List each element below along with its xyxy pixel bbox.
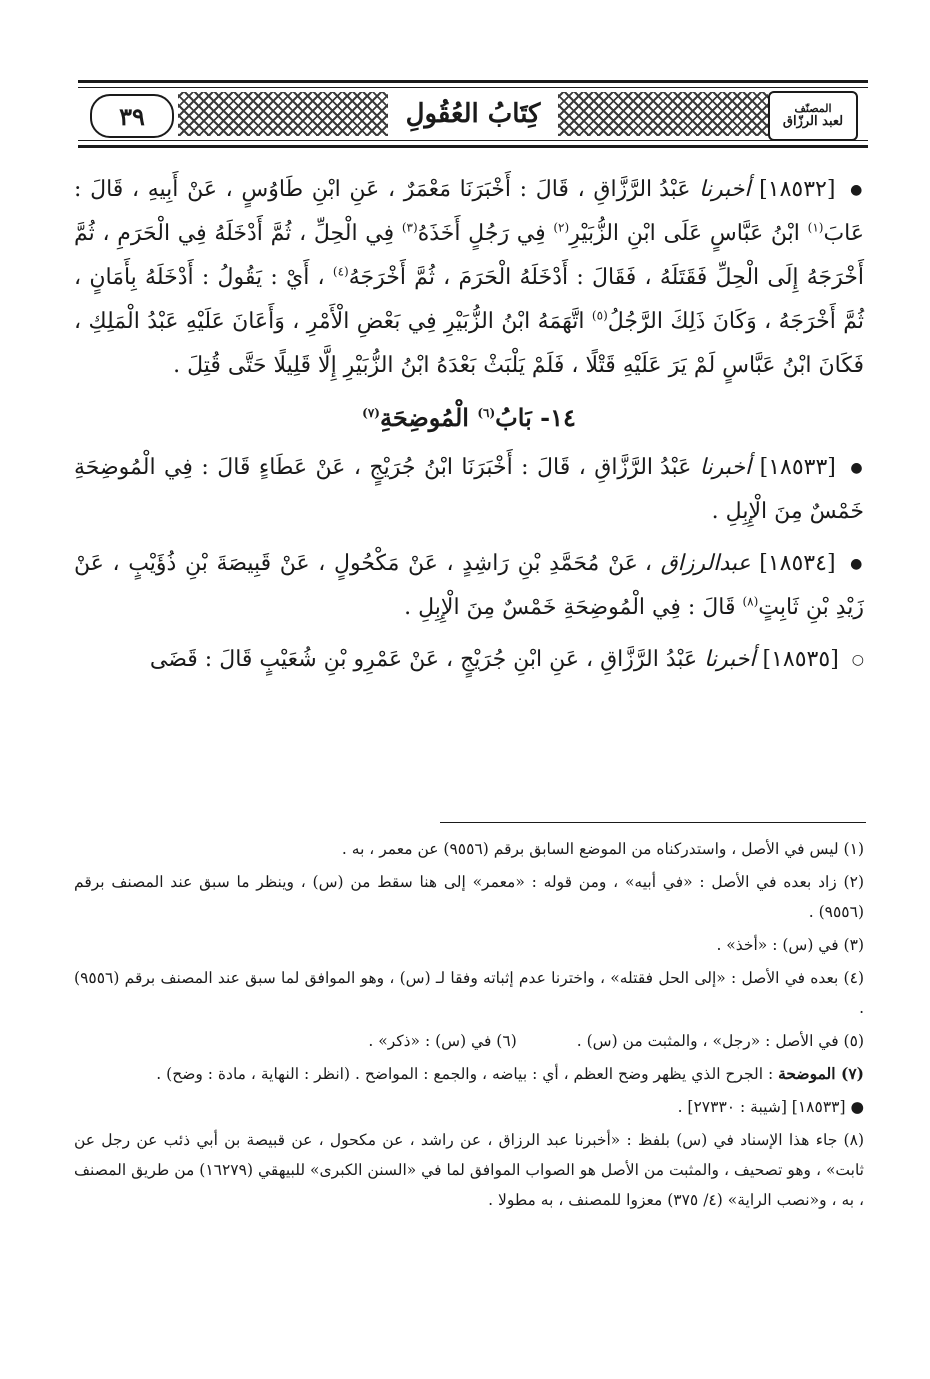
footnote-ref-2: (٢)	[553, 220, 570, 235]
hadith-18533	[74, 446, 864, 534]
footnote-ref-1: (١)	[807, 220, 824, 235]
entry-marker: ●	[850, 460, 865, 476]
hadith-lead: أخبرنا	[704, 647, 756, 672]
hadith-lead: أخبرنا	[699, 177, 751, 202]
seal-top-text: المصنّف	[794, 102, 832, 116]
hadith-18534	[74, 542, 864, 630]
hadith-text: فِي رَجُلٍ أَخَذَهُ	[417, 221, 546, 246]
entry-marker: ○	[851, 652, 864, 668]
footnote-8: (٨) جاء هذا الإسناد في (س) بلفظ : «أخبرنا عبد الرزاق ، عن راشد ، عن مكحول ، عن قبيصة بن أبي ذئب عن رجل عن ثابت» ، وهو تصحيف ، والمثبت من الأصل هو الصواب الموافق لما في «السنن الكبرى» للبيهقي (١٦٢٧٩) من طريق المصنف ، به ، و«نصب الراية» (٤/ ٣٧٥) معزوا للمصنف ، به مطولا .	[74, 1131, 864, 1209]
footnote-ref-5: (٥)	[591, 308, 608, 323]
hadith-number: [١٨٥٣٢]	[759, 177, 836, 202]
entry-marker: ●	[850, 182, 865, 198]
footnote-4: (٤) بعده في الأصل : «إلى الحل فقتله» ، واخترنا عدم إثباته وفقا لـ (س) ، وهو الموافق لما سبق عند المصنف برقم (٩٥٥٦) .	[74, 969, 864, 1017]
series-seal	[768, 91, 858, 141]
chapter-label: ١٤- بَابُ	[495, 403, 576, 432]
book-title: كِتَابُ العُقُولِ	[388, 89, 558, 139]
header-ornament-left	[178, 92, 388, 136]
hadith-18532	[74, 168, 864, 388]
footnote-ref-8: (٨)	[742, 594, 759, 609]
chapter-name: الْمُوضِحَةِ	[379, 403, 469, 432]
footnotes	[74, 834, 864, 1218]
footnote-6: (٦) في (س) : «ذكر» .	[368, 1032, 517, 1050]
hadith-text: اتَّهَمَهُ ابْنُ الزُّبَيْرِ فِي بَعْضِ الْأَمْرِ ، وَأَعَانَ عَلَيْهِ عَبْدُ الْمَلِكِ ، فَكَانَ ابْنُ عَبَّاسٍ لَمْ يَرَ عَلَيْهِ قَتْلًا ، فَلَمْ يَلْبَثْ بَعْدَهُ ابْنُ الزُّبَيْرِ إِلَّا قَلِيلًا حَتَّى قُتِلَ .	[74, 309, 864, 378]
hadith-number: [١٨٥٣٥]	[762, 647, 839, 672]
footnote-ref-3: (٣)	[401, 220, 418, 235]
hadith-text: ابْنُ عَبَّاسٍ عَلَى ابْنِ الزُّبَيْرِ	[569, 221, 800, 246]
footnote-3: (٣) في (س) : «أخذ» .	[716, 936, 864, 954]
footnote-7-text: : الجرح الذي يظهر وضح العظم ، أي : بياضه ، والجمع : المواضح . (انظر : النهاية ، مادة : وضح) .	[156, 1065, 774, 1083]
footnote-ref-4: (٤)	[332, 264, 349, 279]
footnote-5: (٥) في الأصل : «رجل» ، والمثبت من (س) .	[576, 1032, 864, 1050]
hadith-text: عَبْدُ الرَّزَّاقِ ، قَالَ : أَخْبَرَنَا ابْنُ جُرَيْجٍ ، عَنْ عَطَاءٍ قَالَ : فِي الْمُوضِحَةِ خَمْسٌ مِنَ الْإِبِلِ .	[74, 455, 864, 524]
hadith-lead: أخبرنا	[699, 455, 752, 480]
footnote-ref-6: (٦)	[477, 406, 496, 420]
hadith-text: ، أَيْ : يَقُولُ : أَدْخَلَهُ بِأَمَانٍ ، ثُمَّ أَخْرَجَهُ ، وَكَانَ ذَلِكَ الرَّجُلُ	[74, 265, 864, 334]
footnote-5-6-row	[74, 1026, 864, 1056]
footnote-7	[74, 1059, 864, 1089]
hadith-text: عَبْدُ الرَّزَّاقِ ، عَنِ ابْنِ جُرَيْجٍ ، عَنْ عَمْرِو بْنِ شُعَيْبٍ قَالَ : قَضَى	[149, 647, 698, 672]
hadith-text: فِي الْحِلِّ ، ثُمَّ أَدْخَلَهُ فِي الْحَرَمِ ، ثُمَّ أَخْرَجَهُ إِلَى الْحِلِّ فَقَتَلَهُ ، فَقَالَ : أَدْخَلَهُ الْحَرَمَ ، ثُمَّ أَخْرَجَهُ	[74, 221, 864, 290]
footnote-1: (١) ليس في الأصل ، واستدركناه من الموضع السابق برقم (٩٥٥٦) عن معمر ، به .	[341, 840, 864, 858]
page-header	[78, 80, 868, 148]
seal-bottom-text: لعبد الرزّاق	[782, 113, 844, 129]
cross-reference: ● [١٨٥٣٣] [شيبة : ٢٧٣٣٠] .	[677, 1098, 864, 1116]
hadith-lead: عبدالرزاق	[660, 551, 751, 576]
footnote-7-label: (٧) الموضحة	[778, 1064, 864, 1083]
page-number: ٣٩	[90, 94, 174, 138]
hadith-number: [١٨٥٣٣]	[759, 455, 836, 480]
footnote-ref-7: (٧)	[362, 406, 380, 420]
hadith-number: [١٨٥٣٤]	[759, 551, 836, 576]
footnote-2: (٢) زاد بعده في الأصل : «في أبيه» ، ومن قوله : «معمر» إلى هنا سقط من (س) ، وينظر ما سبق عند المصنف برقم (٩٥٥٦) .	[74, 873, 864, 921]
hadith-text: قَالَ : فِي الْمُوضِحَةِ خَمْسٌ مِنَ الْإِبِلِ .	[404, 595, 736, 620]
header-ornament-right	[558, 92, 768, 136]
hadith-text: عَبْدُ الرَّزَّاقِ ، قَالَ : أَخْبَرَنَا مَعْمَرٌ ، عَنِ ابْنِ طَاوُسٍ ، عَنْ أَبِيهِ ، قَالَ : عَابَ	[74, 177, 865, 246]
main-text	[74, 168, 864, 690]
chapter-heading	[74, 396, 864, 440]
entry-marker: ●	[850, 556, 865, 572]
footnote-divider	[440, 822, 866, 823]
hadith-text: ، عَنْ مُحَمَّدِ بْنِ رَاشِدٍ ، عَنْ مَكْحُولٍ ، عَنْ قَبِيصَةَ بْنِ ذُؤَيْبٍ ، عَنْ زَيْدِ بْنِ ثَابِتٍ	[74, 551, 864, 620]
hadith-18535	[74, 638, 864, 682]
